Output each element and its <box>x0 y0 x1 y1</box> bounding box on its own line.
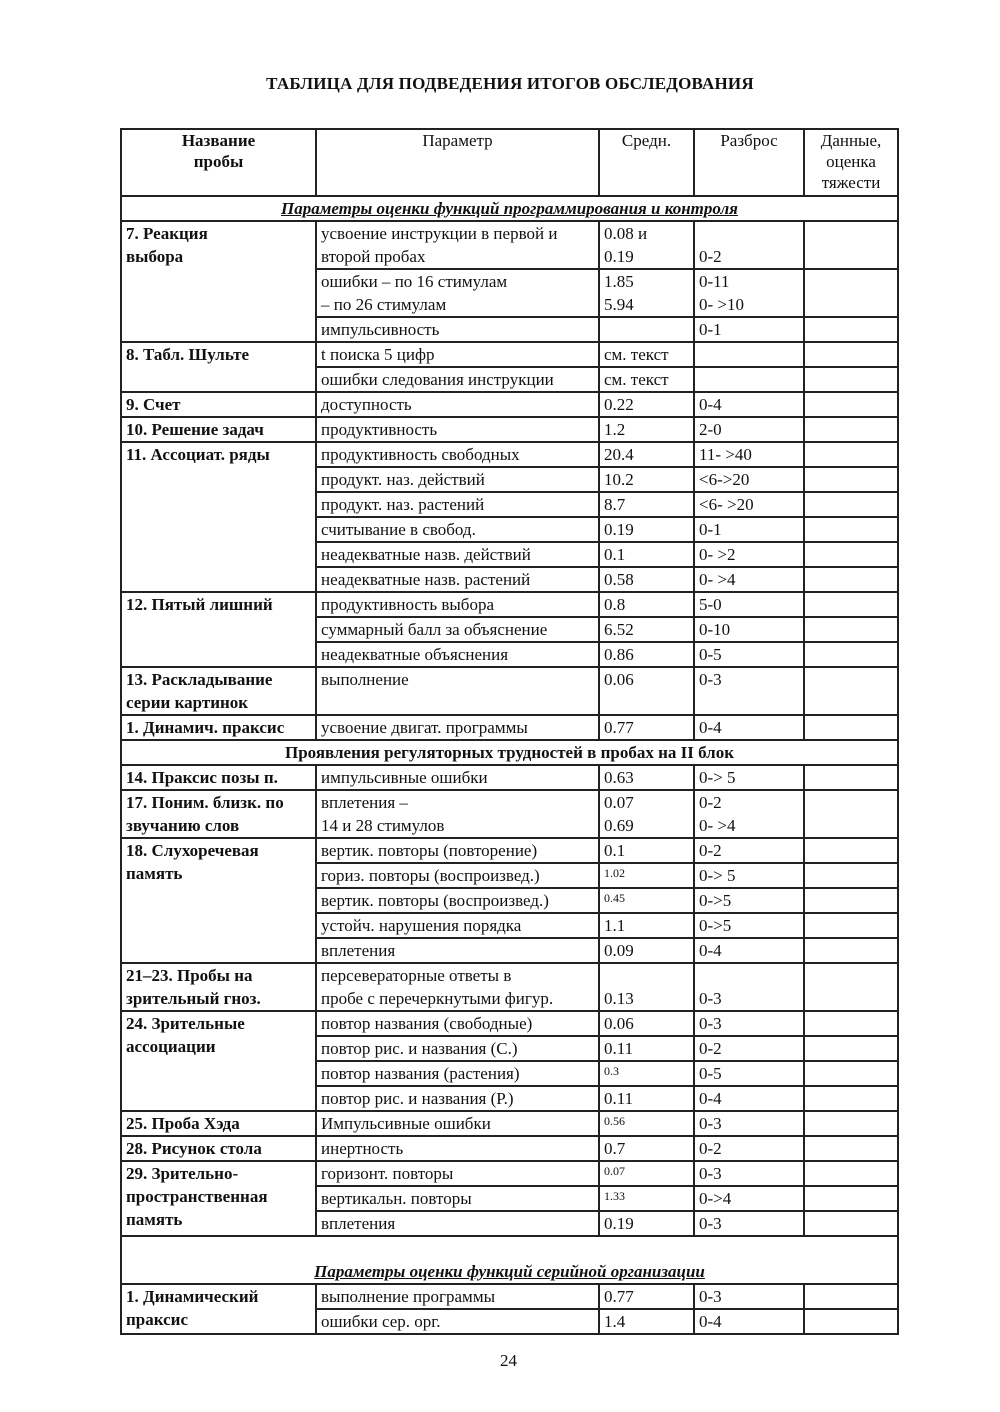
parameter-cell: неадекватные назв. действий <box>316 542 599 567</box>
severity-cell <box>804 269 898 317</box>
average-cell: см. текст <box>599 342 694 367</box>
spread-cell: 0-1 <box>694 517 804 542</box>
average-cell: 6.52 <box>599 617 694 642</box>
spread-cell: 0-5 <box>694 642 804 667</box>
severity-cell <box>804 765 898 790</box>
severity-cell <box>804 592 898 617</box>
severity-cell <box>804 888 898 913</box>
severity-cell <box>804 790 898 838</box>
parameter-cell: импульсивность <box>316 317 599 342</box>
parameter-cell: усвоение двигат. программы <box>316 715 599 740</box>
table-row <box>121 392 898 417</box>
spread-cell: 0-11 0- >10 <box>694 269 804 317</box>
spread-cell: 0- >2 <box>694 542 804 567</box>
spread-cell: 0-3 <box>694 1011 804 1036</box>
parameter-cell: повтор названия (свободные) <box>316 1011 599 1036</box>
parameter-cell: горизонт. повторы <box>316 1161 599 1186</box>
spread-cell: 5-0 <box>694 592 804 617</box>
parameter-cell: доступность <box>316 392 599 417</box>
average-value: 0.3 <box>604 1064 619 1078</box>
parameter-cell: импульсивные ошибки <box>316 765 599 790</box>
parameter-cell: продукт. наз. растений <box>316 492 599 517</box>
column-header: Параметр <box>316 129 599 196</box>
test-name: 29. Зрительно- пространственная память <box>121 1161 316 1236</box>
average-cell: 0.09 <box>599 938 694 963</box>
test-name: 28. Рисунок стола <box>121 1136 316 1161</box>
spread-cell: 0->5 <box>694 888 804 913</box>
parameter-cell: повтор рис. и названия (Р.) <box>316 1086 599 1111</box>
average-cell: 1.1 <box>599 913 694 938</box>
spread-cell: <6->20 <box>694 467 804 492</box>
parameter-cell: инертность <box>316 1136 599 1161</box>
average-cell: 0.19 <box>599 517 694 542</box>
average-value: 1.33 <box>604 1189 625 1203</box>
severity-cell <box>804 1211 898 1236</box>
spread-cell <box>694 342 804 367</box>
parameter-cell: неадекватные объяснения <box>316 642 599 667</box>
severity-cell <box>804 442 898 467</box>
table-row <box>121 838 898 863</box>
table-row <box>121 1284 898 1309</box>
spread-cell: 0-> 5 <box>694 863 804 888</box>
average-cell: 0.63 <box>599 765 694 790</box>
parameter-cell: продуктивность свободных <box>316 442 599 467</box>
average-cell <box>599 1161 694 1186</box>
section-title: Параметры оценки функций серийной организации <box>121 1236 898 1284</box>
average-cell: 1.4 <box>599 1309 694 1334</box>
average-value: 0.45 <box>604 891 625 905</box>
spread-cell: 0->5 <box>694 913 804 938</box>
severity-cell <box>804 517 898 542</box>
severity-cell <box>804 913 898 938</box>
parameter-cell: вплетения <box>316 1211 599 1236</box>
parameter-cell: вертик. повторы (воспроизвед.) <box>316 888 599 913</box>
parameter-cell: выполнение <box>316 667 599 715</box>
parameter-cell: продуктивность выбора <box>316 592 599 617</box>
test-name: 11. Ассоциат. ряды <box>121 442 316 592</box>
spread-cell: 0-2 <box>694 221 804 269</box>
spread-cell: 0-4 <box>694 1309 804 1334</box>
table-row <box>121 1161 898 1186</box>
severity-cell <box>804 1036 898 1061</box>
spread-cell: 0-2 <box>694 838 804 863</box>
severity-cell <box>804 317 898 342</box>
severity-cell <box>804 392 898 417</box>
parameter-cell: повтор рис. и названия (С.) <box>316 1036 599 1061</box>
table-row <box>121 715 898 740</box>
severity-cell <box>804 838 898 863</box>
table-row <box>121 592 898 617</box>
parameter-cell: выполнение программы <box>316 1284 599 1309</box>
spread-cell: 0-4 <box>694 938 804 963</box>
spread-cell: 11- >40 <box>694 442 804 467</box>
section-row <box>121 740 898 765</box>
section-title: Параметры оценки функций программирования и контроля <box>121 196 898 221</box>
severity-cell <box>804 938 898 963</box>
average-cell: 20.4 <box>599 442 694 467</box>
average-cell: 0.07 0.69 <box>599 790 694 838</box>
test-name: 13. Раскладывание серии картинок <box>121 667 316 715</box>
parameter-cell: ошибки – по 16 стимулам – по 26 стимулам <box>316 269 599 317</box>
spread-cell: <6- >20 <box>694 492 804 517</box>
average-cell: 0.58 <box>599 567 694 592</box>
parameter-cell: вплетения – 14 и 28 стимулов <box>316 790 599 838</box>
average-cell: см. текст <box>599 367 694 392</box>
parameter-cell: суммарный балл за объяснение <box>316 617 599 642</box>
severity-cell <box>804 542 898 567</box>
average-cell: 0.11 <box>599 1086 694 1111</box>
table-row <box>121 417 898 442</box>
severity-cell <box>804 1011 898 1036</box>
spread-cell: 0-4 <box>694 1086 804 1111</box>
parameter-cell: вертик. повторы (повторение) <box>316 838 599 863</box>
severity-cell <box>804 1161 898 1186</box>
severity-cell <box>804 567 898 592</box>
parameter-cell: t поиска 5 цифр <box>316 342 599 367</box>
spread-cell: 0-2 <box>694 1036 804 1061</box>
average-cell: 0.13 <box>599 963 694 1011</box>
severity-cell <box>804 1111 898 1136</box>
parameter-cell: продуктивность <box>316 417 599 442</box>
spread-cell: 0-1 <box>694 317 804 342</box>
average-cell: 0.77 <box>599 715 694 740</box>
average-cell: 1.2 <box>599 417 694 442</box>
average-cell: 0.86 <box>599 642 694 667</box>
average-cell: 10.2 <box>599 467 694 492</box>
average-cell <box>599 317 694 342</box>
parameter-cell: неадекватные назв. растений <box>316 567 599 592</box>
table-row <box>121 765 898 790</box>
average-cell: 0.19 <box>599 1211 694 1236</box>
test-name: 1. Динамический праксис <box>121 1284 316 1334</box>
average-cell: 0.22 <box>599 392 694 417</box>
spread-cell: 0-3 <box>694 667 804 715</box>
severity-cell <box>804 1086 898 1111</box>
parameter-cell: вертикальн. повторы <box>316 1186 599 1211</box>
column-header: Название пробы <box>121 129 316 196</box>
average-cell: 0.8 <box>599 592 694 617</box>
parameter-cell: вплетения <box>316 938 599 963</box>
test-name: 8. Табл. Шульте <box>121 342 316 392</box>
average-cell <box>599 1186 694 1211</box>
spread-cell: 2-0 <box>694 417 804 442</box>
parameter-cell: усвоение инструкции в первой и второй пробах <box>316 221 599 269</box>
test-name: 10. Решение задач <box>121 417 316 442</box>
average-cell: 0.06 <box>599 667 694 715</box>
parameter-cell: продукт. наз. действий <box>316 467 599 492</box>
table-row <box>121 1111 898 1136</box>
severity-cell <box>804 417 898 442</box>
parameter-cell: ошибки следования инструкции <box>316 367 599 392</box>
table-row <box>121 221 898 269</box>
test-name: 9. Счет <box>121 392 316 417</box>
average-cell <box>599 1111 694 1136</box>
spread-cell <box>694 367 804 392</box>
average-cell <box>599 1061 694 1086</box>
severity-cell <box>804 1136 898 1161</box>
parameter-cell: повтор названия (растения) <box>316 1061 599 1086</box>
severity-cell <box>804 863 898 888</box>
severity-cell <box>804 221 898 269</box>
average-cell <box>599 888 694 913</box>
spread-cell: 0-3 <box>694 963 804 1011</box>
column-header: Средн. <box>599 129 694 196</box>
severity-cell <box>804 1309 898 1334</box>
table-row <box>121 790 898 838</box>
test-name: 18. Слухоречевая память <box>121 838 316 963</box>
spread-cell: 0-> 5 <box>694 765 804 790</box>
severity-cell <box>804 667 898 715</box>
parameter-cell: считывание в свобод. <box>316 517 599 542</box>
test-name: 24. Зрительные ассоциации <box>121 1011 316 1111</box>
table-row <box>121 442 898 467</box>
parameter-cell: Импульсивные ошибки <box>316 1111 599 1136</box>
average-cell: 1.85 5.94 <box>599 269 694 317</box>
table-row <box>121 963 898 1011</box>
column-header: Разброс <box>694 129 804 196</box>
severity-cell <box>804 715 898 740</box>
parameter-cell: гориз. повторы (воспроизвед.) <box>316 863 599 888</box>
section-title: Проявления регуляторных трудностей в пробах на II блок <box>121 740 898 765</box>
average-cell: 0.06 <box>599 1011 694 1036</box>
section-row <box>121 1236 898 1284</box>
average-cell: 0.11 <box>599 1036 694 1061</box>
header-row <box>121 129 898 196</box>
spread-cell: 0-3 <box>694 1284 804 1309</box>
spread-cell: 0- >4 <box>694 567 804 592</box>
severity-cell <box>804 467 898 492</box>
section-row <box>121 196 898 221</box>
document-title: ТАБЛИЦА ДЛЯ ПОДВЕДЕНИЯ ИТОГОВ ОБСЛЕДОВАНИЯ <box>266 74 754 93</box>
severity-cell <box>804 963 898 1011</box>
average-cell: 0.7 <box>599 1136 694 1161</box>
spread-cell: 0-4 <box>694 715 804 740</box>
severity-cell <box>804 342 898 367</box>
spread-cell: 0-3 <box>694 1211 804 1236</box>
severity-cell <box>804 1186 898 1211</box>
severity-cell <box>804 1061 898 1086</box>
table-row <box>121 1011 898 1036</box>
spread-cell: 0-5 <box>694 1061 804 1086</box>
severity-cell <box>804 617 898 642</box>
parameter-cell: ошибки сер. орг. <box>316 1309 599 1334</box>
table-row <box>121 667 898 715</box>
average-cell: 0.77 <box>599 1284 694 1309</box>
spread-cell: 0-10 <box>694 617 804 642</box>
test-name: 1. Динамич. праксис <box>121 715 316 740</box>
test-name: 14. Праксис позы п. <box>121 765 316 790</box>
spread-cell: 0->4 <box>694 1186 804 1211</box>
test-name: 21–23. Пробы на зрительный гноз. <box>121 963 316 1011</box>
average-cell: 0.08 и 0.19 <box>599 221 694 269</box>
severity-cell <box>804 492 898 517</box>
average-cell: 0.1 <box>599 542 694 567</box>
average-cell: 8.7 <box>599 492 694 517</box>
table-row <box>121 342 898 367</box>
document-body <box>120 0 897 1372</box>
column-header: Данные, оценка тяжести <box>804 129 898 196</box>
test-name: 25. Проба Хэда <box>121 1111 316 1136</box>
average-value: 0.56 <box>604 1114 625 1128</box>
average-value: 0.07 <box>604 1164 625 1178</box>
severity-cell <box>804 367 898 392</box>
spread-cell: 0-2 0- >4 <box>694 790 804 838</box>
parameter-cell: персевераторные ответы в пробе с перечеркнутыми фигур. <box>316 963 599 1011</box>
average-cell: 0.1 <box>599 838 694 863</box>
table-row <box>121 1136 898 1161</box>
severity-cell <box>804 1284 898 1309</box>
severity-cell <box>804 642 898 667</box>
parameter-cell: устойч. нарушения порядка <box>316 913 599 938</box>
average-value: 1.02 <box>604 866 625 880</box>
spread-cell: 0-3 <box>694 1111 804 1136</box>
spread-cell: 0-4 <box>694 392 804 417</box>
page-number: 24 <box>500 1351 517 1370</box>
results-table <box>120 128 899 1335</box>
test-name: 7. Реакция выбора <box>121 221 316 342</box>
test-name: 17. Поним. близк. по звучанию слов <box>121 790 316 838</box>
test-name: 12. Пятый лишний <box>121 592 316 667</box>
average-cell <box>599 863 694 888</box>
spread-cell: 0-3 <box>694 1161 804 1186</box>
spread-cell: 0-2 <box>694 1136 804 1161</box>
